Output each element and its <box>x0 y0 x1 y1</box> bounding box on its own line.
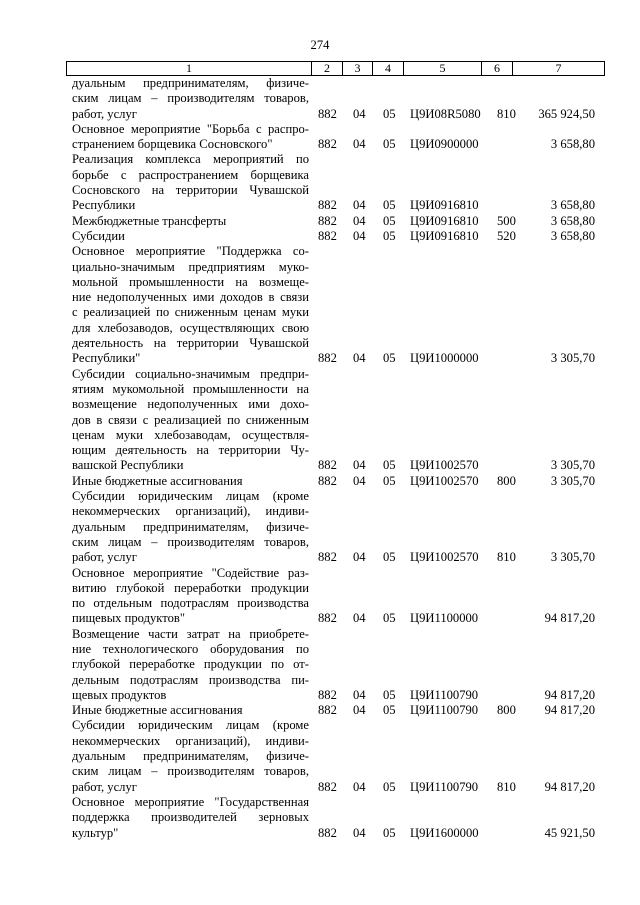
header-col-5: 5 <box>439 61 446 75</box>
ministry-code: 882 <box>318 458 337 473</box>
description-line: возмещение недополученных ими дохо- <box>72 397 309 412</box>
target-article-code: Ц9И1002570 <box>410 550 479 565</box>
target-article-code: Ц9И1100790 <box>410 703 479 718</box>
subsection-code: 05 <box>383 137 396 152</box>
target-article-code: Ц9И1002570 <box>410 458 479 473</box>
description-line: для хлебозаводов, осуществляющих свою <box>72 320 309 335</box>
expense-type-code: 810 <box>497 550 516 565</box>
section-code: 04 <box>353 687 366 702</box>
description-line: дуальным предпринимателям, физиче- <box>72 519 309 534</box>
expense-type-code: 520 <box>497 228 516 243</box>
description-line: работ, услуг <box>72 779 137 794</box>
row-codes <box>72 198 602 213</box>
row-codes <box>72 351 602 366</box>
description-line: культур" <box>72 825 119 840</box>
subsection-code: 05 <box>383 198 396 213</box>
amount-value: 3 658,80 <box>550 228 595 243</box>
description-line: Иные бюджетные ассигнования <box>72 473 243 488</box>
amount-value: 45 921,50 <box>544 825 595 840</box>
target-article-code: Ц9И1100000 <box>410 611 479 626</box>
amount-value: 94 817,20 <box>544 611 595 626</box>
ministry-code: 882 <box>318 137 337 152</box>
subsection-code: 05 <box>383 550 396 565</box>
amount-value: 3 658,80 <box>550 213 595 228</box>
table-row <box>72 229 602 244</box>
section-code: 04 <box>353 198 366 213</box>
target-article-code: Ц9И1002570 <box>410 473 479 488</box>
target-article-code: Ц9И08R5080 <box>410 106 481 121</box>
table-header <box>66 61 605 76</box>
table-row <box>72 566 602 627</box>
row-codes <box>72 703 602 718</box>
subsection-code: 05 <box>383 228 396 243</box>
subsection-code: 05 <box>383 473 396 488</box>
amount-value: 3 305,70 <box>550 351 595 366</box>
description-line: Субсидии юридическим лицам (кроме <box>72 718 309 733</box>
target-article-code: Ц9И1600000 <box>410 825 479 840</box>
amount-value: 94 817,20 <box>544 703 595 718</box>
row-codes <box>72 780 602 795</box>
description-line: Республики <box>72 198 136 213</box>
description-line: циально-значимым предприятиям муко- <box>72 259 309 274</box>
description-line: Основное мероприятие "Государственная <box>72 794 309 809</box>
target-article-code: Ц9И0916810 <box>410 198 479 213</box>
row-codes <box>72 137 602 152</box>
row-codes <box>72 688 602 703</box>
section-code: 04 <box>353 825 366 840</box>
table-row <box>72 244 602 366</box>
ministry-code: 882 <box>318 825 337 840</box>
description-line: Основное мероприятие "Борьба с распро- <box>72 121 309 136</box>
row-codes <box>72 550 602 565</box>
header-col-4: 4 <box>385 61 391 75</box>
expense-type-code: 800 <box>497 473 516 488</box>
header-col-6: 6 <box>494 61 500 75</box>
description-line: ние недополученных ими доходов в связи <box>72 290 309 305</box>
description-line: Возмещение части затрат на приобрете- <box>72 626 309 641</box>
description-line: Субсидии социально-значимым предпри- <box>72 366 309 381</box>
table-row <box>72 214 602 229</box>
description-line: дуальным предпринимателям, физиче- <box>72 749 309 764</box>
subsection-code: 05 <box>383 458 396 473</box>
expense-type-code: 500 <box>497 213 516 228</box>
description-line: по отдельным подотраслям производства <box>72 596 309 611</box>
description-line: ским лицам – производителям товаров, <box>72 764 309 779</box>
subsection-code: 05 <box>383 213 396 228</box>
description-line: ским лицам – производителям товаров, <box>72 534 309 549</box>
row-description <box>72 244 309 366</box>
description-line: дельным подотраслям производства пи- <box>72 672 309 687</box>
header-col-2: 2 <box>324 61 330 75</box>
description-line: работ, услуг <box>72 106 137 121</box>
section-code: 04 <box>353 458 366 473</box>
description-line: борьбе с распространением борщевика <box>72 167 309 182</box>
description-line: Республики" <box>72 351 141 366</box>
table-row <box>72 122 602 153</box>
amount-value: 3 305,70 <box>550 473 595 488</box>
description-line: Иные бюджетные ассигнования <box>72 703 243 718</box>
row-codes <box>72 214 602 229</box>
target-article-code: Ц9И1100790 <box>410 779 479 794</box>
expense-type-code: 810 <box>497 106 516 121</box>
description-line: ятиям мукомольной промышленности на <box>72 381 309 396</box>
section-code: 04 <box>353 473 366 488</box>
header-col-1: 1 <box>186 61 192 75</box>
description-line: деятельность на территории Чувашской <box>72 336 309 351</box>
description-line: щевых продуктов <box>72 687 167 702</box>
section-code: 04 <box>353 228 366 243</box>
ministry-code: 882 <box>318 106 337 121</box>
description-line: ским лицам – производителям товаров, <box>72 91 309 106</box>
budget-table-body <box>72 76 602 841</box>
amount-value: 365 924,50 <box>538 106 595 121</box>
table-row <box>72 76 602 122</box>
description-line: глубокой переработке продукции по от- <box>72 657 309 672</box>
description-line: некоммерческих организаций), индиви- <box>72 733 309 748</box>
amount-value: 3 658,80 <box>550 137 595 152</box>
ministry-code: 882 <box>318 703 337 718</box>
table-row <box>72 474 602 489</box>
description-line: ющим деятельность на территории Чу- <box>72 443 309 458</box>
page-number: 274 <box>310 38 330 52</box>
description-line: поддержка производителей зерновых <box>72 810 309 825</box>
description-line: Реализация комплекса мероприятий по <box>72 152 309 167</box>
amount-value: 3 305,70 <box>550 458 595 473</box>
row-codes <box>72 826 602 841</box>
ministry-code: 882 <box>318 351 337 366</box>
section-code: 04 <box>353 703 366 718</box>
ministry-code: 882 <box>318 198 337 213</box>
section-code: 04 <box>353 106 366 121</box>
subsection-code: 05 <box>383 687 396 702</box>
table-row <box>72 489 602 565</box>
description-line: ние технологического оборудования по <box>72 641 309 656</box>
ministry-code: 882 <box>318 228 337 243</box>
amount-value: 3 658,80 <box>550 198 595 213</box>
section-code: 04 <box>353 351 366 366</box>
ministry-code: 882 <box>318 687 337 702</box>
description-line: витию глубокой переработки продукции <box>72 580 309 595</box>
subsection-code: 05 <box>383 825 396 840</box>
section-code: 04 <box>353 779 366 794</box>
description-line: странением борщевика Сосновского" <box>72 137 273 152</box>
target-article-code: Ц9И0900000 <box>410 137 479 152</box>
target-article-code: Ц9И0916810 <box>410 228 479 243</box>
table-row <box>72 152 602 213</box>
description-line: пищевых продуктов" <box>72 611 185 626</box>
expense-type-code: 810 <box>497 779 516 794</box>
ministry-code: 882 <box>318 213 337 228</box>
description-line: Субсидии <box>72 228 125 243</box>
description-line: вашской Республики <box>72 458 184 473</box>
table-row <box>72 703 602 718</box>
row-codes <box>72 458 602 473</box>
ministry-code: 882 <box>318 550 337 565</box>
subsection-code: 05 <box>383 703 396 718</box>
ministry-code: 882 <box>318 611 337 626</box>
ministry-code: 882 <box>318 779 337 794</box>
section-code: 04 <box>353 213 366 228</box>
description-line: Сосновского на территории Чувашской <box>72 183 309 198</box>
expense-type-code: 800 <box>497 703 516 718</box>
subsection-code: 05 <box>383 779 396 794</box>
target-article-code: Ц9И1000000 <box>410 351 479 366</box>
table-row <box>72 718 602 794</box>
table-row <box>72 367 602 474</box>
subsection-code: 05 <box>383 351 396 366</box>
description-line: работ, услуг <box>72 550 137 565</box>
section-code: 04 <box>353 611 366 626</box>
amount-value: 94 817,20 <box>544 779 595 794</box>
description-line: Основное мероприятие "Поддержка со- <box>72 244 309 259</box>
row-codes <box>72 611 602 626</box>
amount-value: 3 305,70 <box>550 550 595 565</box>
description-line: Субсидии юридическим лицам (кроме <box>72 489 309 504</box>
description-line: Основное мероприятие "Содействие раз- <box>72 565 309 580</box>
description-line: дов в связи с реализацией по сниженным <box>72 412 309 427</box>
subsection-code: 05 <box>383 611 396 626</box>
section-code: 04 <box>353 137 366 152</box>
description-line: Межбюджетные трансферты <box>72 213 227 228</box>
row-codes <box>72 107 602 122</box>
row-codes <box>72 474 602 489</box>
table-row <box>72 627 602 703</box>
description-line: мольной промышленности на возмеще- <box>72 274 309 289</box>
subsection-code: 05 <box>383 106 396 121</box>
description-line: дуальным предпринимателям, физиче- <box>72 76 309 90</box>
description-line: некоммерческих организаций), индиви- <box>72 504 309 519</box>
ministry-code: 882 <box>318 473 337 488</box>
target-article-code: Ц9И0916810 <box>410 213 479 228</box>
section-code: 04 <box>353 550 366 565</box>
description-line: ценам муки хлебозаводам, осуществля- <box>72 427 309 442</box>
row-codes <box>72 229 602 244</box>
table-row <box>72 795 602 841</box>
amount-value: 94 817,20 <box>544 687 595 702</box>
header-col-7: 7 <box>555 61 562 75</box>
target-article-code: Ц9И1100790 <box>410 687 479 702</box>
description-line: с реализацией по сниженным ценам муки <box>72 305 309 320</box>
header-col-3: 3 <box>354 61 361 75</box>
